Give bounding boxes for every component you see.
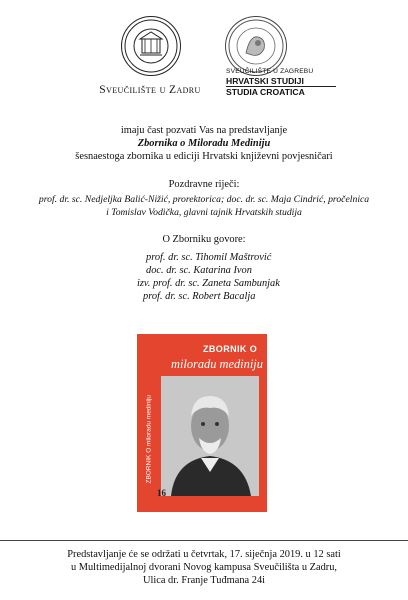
greetings-heading: Pozdravne riječi:	[168, 179, 240, 190]
edition-line: šesnaestoga zbornika u ediciji Hrvatski književni povjesničari	[75, 151, 333, 162]
portrait-photo	[161, 376, 259, 496]
cover-label: ZBORNIK O	[203, 344, 258, 354]
footer-line2: u Multimedijalnoj dvorani Novog kampusa Sveučilišta u Zadru,	[70, 562, 338, 573]
speaker-name: doc. dr. sc. Katarina Ivon	[146, 265, 252, 276]
greetings-line2: i Tomislav Vodička, glavni tajnik Hrvatskih studija	[106, 207, 302, 218]
right-institution-line1: SVEUČILIŠTE U ZAGREBU	[226, 68, 314, 75]
speaker-name: prof. dr. sc. Robert Bacalja	[143, 291, 256, 302]
speaker-name: prof. dr. sc. Tihomil Maštrović	[146, 252, 272, 263]
footer-line3: Ulica dr. Franje Tuđmana 24i	[142, 575, 266, 586]
left-institution-name: Sveučilište u Zadru	[99, 84, 201, 96]
right-institution-block	[226, 67, 336, 97]
seal-emblem-icon	[122, 17, 180, 75]
book-title: Zbornika o Miloradu Mediniju	[137, 138, 271, 149]
greetings-line1: prof. dr. sc. Nedjeljka Balić-Nižić, prorektorica; doc. dr. sc. Maja Cindrić, pročelnica	[38, 194, 370, 205]
invitation-line: imaju čast pozvati Vas na predstavljanje	[120, 125, 288, 136]
footer-line1: Predstavljanje će se održati u četvrtak, 17. siječnja 2019. u 12 sati	[67, 549, 341, 560]
university-of-zadar-seal	[121, 16, 181, 76]
speaker-name: izv. prof. dr. sc. Zaneta Sambunjak	[137, 278, 280, 289]
right-institution-line3: STUDIA CROATICA	[226, 86, 336, 97]
book-cover	[137, 334, 267, 512]
cover-spine-text: ZBORNIK O miloradu mediniju	[145, 395, 153, 484]
speakers-heading: O Zborniku govore:	[162, 234, 246, 245]
volume-number: 16	[157, 488, 166, 498]
footer-divider	[0, 540, 408, 541]
cover-title: miloradu mediniju	[171, 357, 263, 371]
portrait-icon	[161, 376, 259, 496]
right-institution-line2: HRVATSKI STUDIJI	[226, 76, 304, 86]
